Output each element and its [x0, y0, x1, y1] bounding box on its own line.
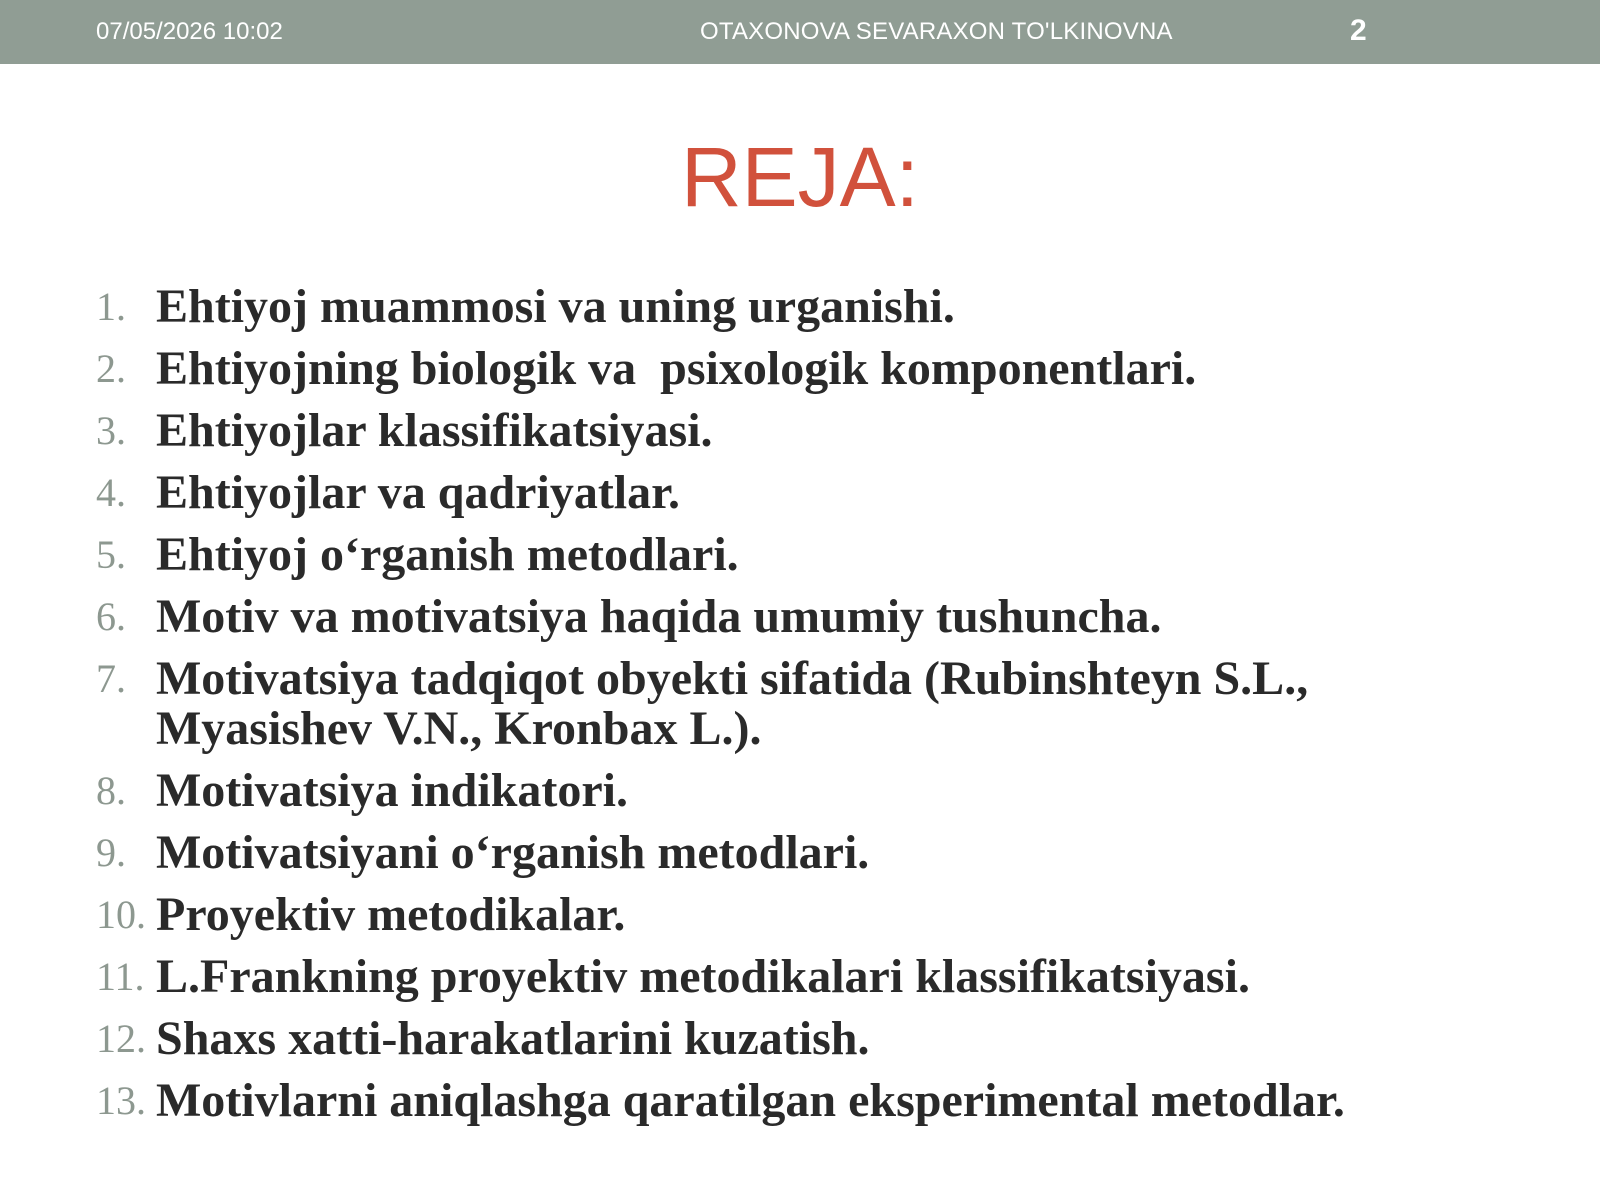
plan-item-number: 8.: [96, 768, 126, 813]
plan-item-text: Motivlarni aniqlashga qaratilgan eksperimental metodlar.: [156, 1074, 1345, 1127]
plan-item-number: 5.: [96, 532, 126, 577]
plan-item-number: 6.: [96, 594, 126, 639]
plan-list: [96, 282, 1526, 1138]
header-date: 07/05/2026 10:02: [96, 18, 283, 45]
plan-item-number: 13.: [96, 1078, 146, 1123]
plan-item-number: 7.: [96, 656, 126, 701]
plan-item-text: Motivatsiya indikatori.: [156, 764, 629, 817]
plan-item: [96, 952, 1526, 1002]
plan-item-text: Motiv va motivatsiya haqida umumiy tushuncha.: [156, 590, 1162, 643]
plan-item: [96, 468, 1526, 518]
plan-item-text: L.Frankning proyektiv metodikalari klassifikatsiyasi.: [156, 950, 1250, 1003]
plan-item-text: Ehtiyojning biologik va psixologik komponentlari.: [156, 342, 1197, 395]
plan-item-number: 12.: [96, 1016, 146, 1061]
plan-item-number: 2.: [96, 346, 126, 391]
plan-item-number: 10.: [96, 892, 146, 937]
plan-item-text: Ehtiyojlar va qadriyatlar.: [156, 466, 681, 519]
plan-item: [96, 344, 1526, 394]
plan-item-number: 11.: [96, 954, 145, 999]
slide-title: REJA:: [680, 130, 920, 224]
plan-item: [96, 592, 1526, 642]
plan-item: [96, 1014, 1526, 1064]
plan-item: [96, 530, 1526, 580]
plan-item: [96, 654, 1526, 754]
plan-item-text: Proyektiv metodikalar.: [156, 888, 626, 941]
plan-item: [96, 828, 1526, 878]
slide-header-bar: [0, 0, 1600, 64]
plan-item-text: Ehtiyojlar klassifikatsiyasi.: [156, 404, 713, 457]
plan-item-number: 4.: [96, 470, 126, 515]
plan-item-text: Shaxs xatti-harakatlarini kuzatish.: [156, 1012, 870, 1065]
plan-item-number: 1.: [96, 284, 126, 329]
plan-item-number: 9.: [96, 830, 126, 875]
plan-item: [96, 282, 1526, 332]
plan-item-text: Ehtiyoj o‘rganish metodlari.: [156, 528, 739, 581]
header-author: OTAXONOVA SEVARAXON TO'LKINOVNA: [700, 18, 1173, 45]
plan-item: [96, 1076, 1526, 1126]
plan-item: [96, 890, 1526, 940]
page-number: 2: [1350, 14, 1367, 47]
plan-item-text: Ehtiyoj muammosi va uning urganishi.: [156, 280, 955, 333]
plan-item-text: Motivatsiyani o‘rganish metodlari.: [156, 826, 870, 879]
plan-item-number: 3.: [96, 408, 126, 453]
plan-item: [96, 766, 1526, 816]
plan-item-text: Motivatsiya tadqiqot obyekti sifatida (Rubinshteyn S.L., Myasishev V.N., Kronbax L.).: [156, 652, 1321, 755]
plan-item: [96, 406, 1526, 456]
